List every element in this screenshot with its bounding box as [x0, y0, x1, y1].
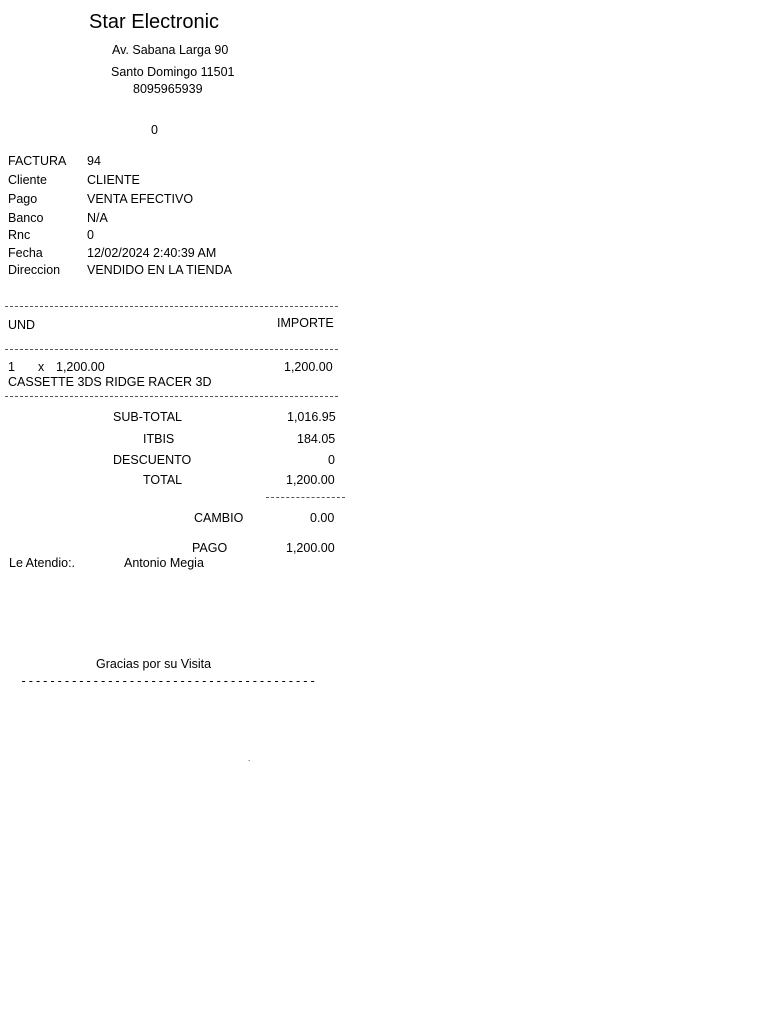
total-label: TOTAL [143, 473, 183, 487]
pago-label: PAGO [192, 541, 228, 555]
thanks-message: Gracias por su Visita [96, 657, 212, 671]
pago-value: 1,200.00 [286, 541, 335, 555]
itbis-value: 184.05 [297, 432, 336, 446]
item-amount: 1,200.00 [284, 360, 333, 374]
attended-label: Le Atendio:. [9, 556, 76, 570]
divider-line [266, 497, 345, 498]
info-label-cliente: Cliente [8, 173, 47, 187]
column-header-und: UND [8, 318, 36, 332]
info-value-pago: VENTA EFECTIVO [87, 192, 194, 206]
store-name: Star Electronic [89, 11, 220, 33]
cambio-value: 0.00 [310, 511, 335, 525]
info-label-direccion: Direccion [8, 263, 61, 277]
footer-dashes: ----------------------------------------- [20, 674, 317, 688]
store-city: Santo Domingo 11501 [111, 65, 235, 79]
item-unit-price: 1,200.00 [56, 360, 105, 374]
cambio-label: CAMBIO [194, 511, 244, 525]
info-label-rnc: Rnc [8, 228, 31, 242]
info-label-factura: FACTURA [8, 154, 67, 168]
subtotal-label: SUB-TOTAL [113, 410, 182, 424]
divider-line [5, 349, 338, 350]
info-label-fecha: Fecha [8, 246, 43, 260]
info-value-fecha: 12/02/2024 2:40:39 AM [87, 246, 217, 260]
info-value-factura: 94 [87, 154, 101, 168]
subtotal-value: 1,016.95 [287, 410, 336, 424]
store-phone: 8095965939 [133, 82, 203, 96]
info-value-direccion: VENDIDO EN LA TIENDA [87, 263, 232, 277]
item-times: x [38, 360, 45, 374]
info-value-rnc: 0 [87, 228, 94, 242]
info-label-pago: Pago [8, 192, 38, 206]
divider-line [5, 306, 338, 307]
info-value-banco: N/A [87, 211, 108, 225]
attended-name: Antonio Megia [124, 556, 204, 570]
total-value: 1,200.00 [286, 473, 335, 487]
footer-dot: . [248, 754, 251, 763]
store-extra-value: 0 [151, 123, 158, 137]
itbis-label: ITBIS [143, 432, 175, 446]
item-qty: 1 [8, 360, 15, 374]
descuento-value: 0 [328, 453, 335, 467]
item-description: CASSETTE 3DS RIDGE RACER 3D [8, 375, 212, 389]
divider-line [5, 396, 338, 397]
descuento-label: DESCUENTO [113, 453, 192, 467]
info-label-banco: Banco [8, 211, 44, 225]
store-address: Av. Sabana Larga 90 [112, 43, 229, 57]
info-value-cliente: CLIENTE [87, 173, 140, 187]
column-header-importe: IMPORTE [277, 316, 334, 330]
